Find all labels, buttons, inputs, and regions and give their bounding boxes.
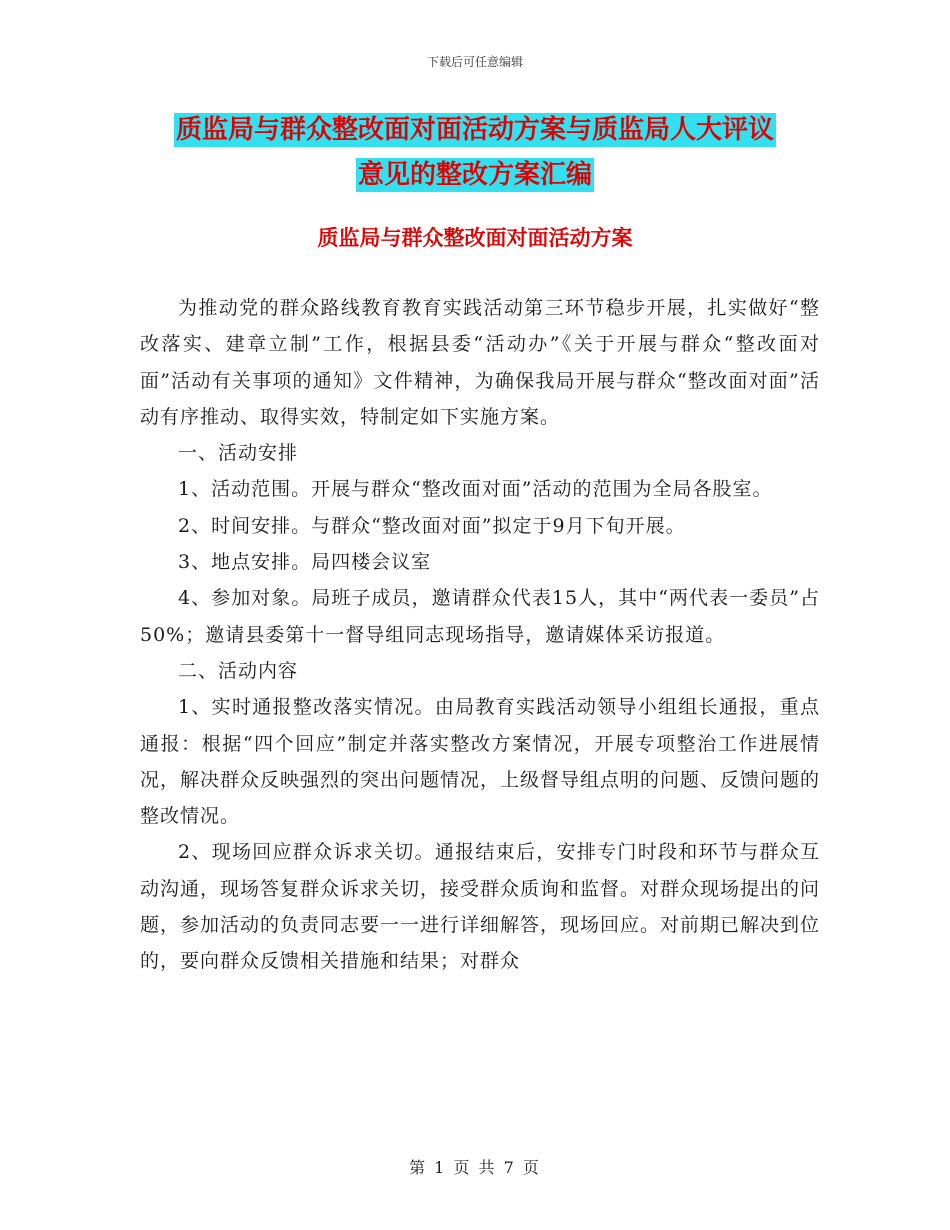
heading-activity-arrangement: 一、活动安排	[178, 442, 299, 465]
paragraph-location: 3、地点安排。局四楼会议室	[178, 551, 432, 574]
paragraph-time: 2、时间安排。与群众“整改面对面”拟定于9月下旬开展。	[178, 514, 686, 537]
document-title-line-1	[0, 113, 950, 147]
page-header-note: 下载后可任意编辑	[426, 55, 523, 69]
document-body	[140, 290, 820, 980]
page-footer: 第 1 页 共 7 页	[409, 1158, 541, 1177]
section-title: 质监局与群众整改面对面活动方案	[317, 226, 633, 250]
heading-activity-content: 二、活动内容	[178, 659, 299, 682]
document-title-line-2	[0, 158, 950, 192]
paragraph-scope: 1、活动范围。开展与群众“整改面对面”活动的范围为全局各股室。	[178, 478, 773, 501]
paragraph-response: 2、现场回应群众诉求关切。通报结束后，安排专门时段和环节与群众互动沟通，现场答复群众诉求关切，接受群众质询和监督。对群众现场提出的问题，参加活动的负责同志要一一进行详细解答，现场回应。对前期已解决到位的，要向群众反馈相关措施和结果；对群众	[140, 841, 821, 973]
document-title-text-2: 意见的整改方案汇编	[357, 160, 592, 190]
document-title-text-1: 质监局与群众整改面对面活动方案与质监局人大评议	[175, 115, 774, 145]
paragraph-report: 1、实时通报整改落实情况。由局教育实践活动领导小组组长通报，重点通报：根据“四个回应”制定并落实整改方案情况，开展专项整治工作进展情况，解决群众反映强烈的突出问题情况，上级督导组点明的问题、反馈问题的整改情况。	[140, 696, 821, 828]
paragraph-participants: 4、参加对象。局班子成员，邀请群众代表15人，其中“两代表一委员”占50%；邀请县委第十一督导组同志现场指导，邀请媒体采访报道。	[140, 587, 820, 646]
paragraph-intro: 为推动党的群众路线教育教育实践活动第三环节稳步开展，扎实做好“整改落实、建章立制”工作，根据县委“活动办”《关于开展与群众“整改面对面”活动有关事项的通知》文件精神，为确保我局开展与群众“整改面对面”活动有序推动、取得实效，特制定如下实施方案。	[140, 297, 820, 428]
